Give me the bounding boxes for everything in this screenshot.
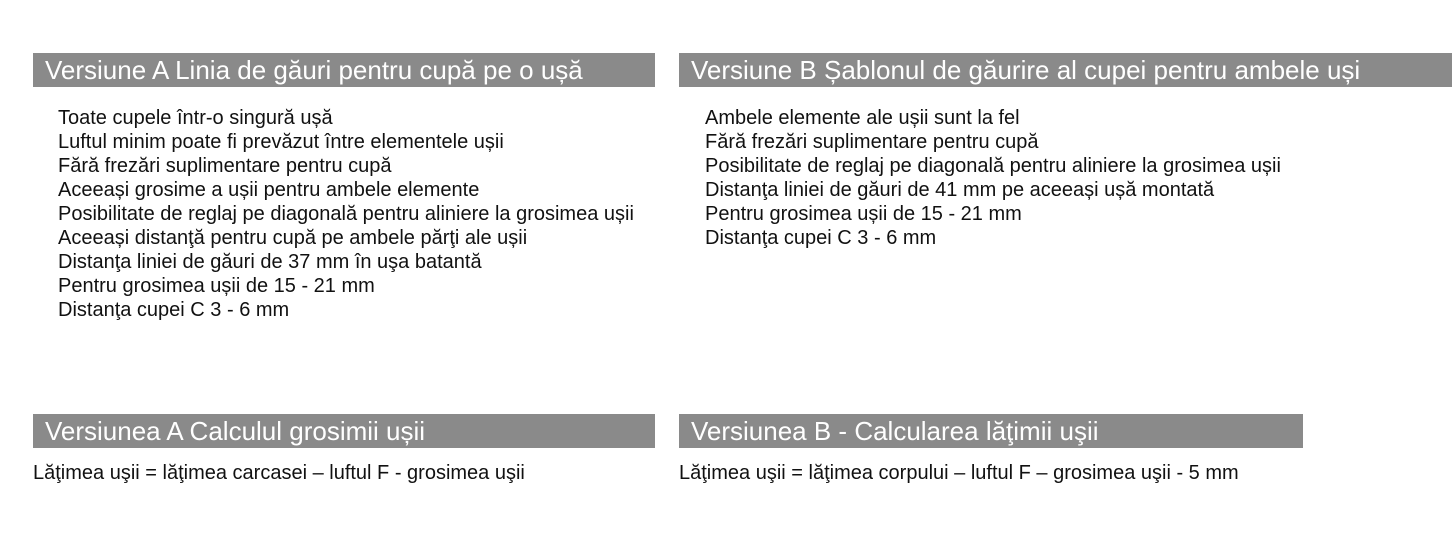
list-item: Aceeași distanţă pentru cupă pe ambele părţi ale ușii (58, 227, 528, 249)
version-a-section (33, 53, 655, 322)
calc-b-formula: Lăţimea uşii = lăţimea corpului – luftul F – grosimea uşii - 5 mm (679, 462, 1239, 484)
list-item: Distanţa liniei de găuri de 37 mm în uşa batantă (58, 251, 482, 273)
version-b-feature-list (705, 106, 1452, 250)
calc-a-section (33, 414, 655, 485)
calc-a-formula: Lăţimea uşii = lăţimea carcasei – luftul F - grosimea uşii (33, 462, 525, 484)
list-item: Distanţa cupei C 3 - 6 mm (58, 299, 290, 321)
list-item: Posibilitate de reglaj pe diagonală pentru aliniere la grosimea ușii (705, 155, 1281, 177)
list-item: Aceeași grosime a ușii pentru ambele elemente (58, 179, 480, 201)
list-item: Pentru grosimea ușii de 15 - 21 mm (58, 275, 375, 297)
list-item: Toate cupele într-o singură ușă (58, 107, 333, 129)
version-b-title: Versiune B Șablonul de găurire al cupei pentru ambele uși (679, 53, 1452, 87)
version-a-title: Versiune A Linia de găuri pentru cupă pe o ușă (33, 53, 655, 87)
list-item: Fără frezări suplimentare pentru cupă (705, 131, 1039, 153)
calc-b-title: Versiunea B - Calcularea lăţimii uşii (679, 414, 1303, 448)
list-item: Posibilitate de reglaj pe diagonală pentru aliniere la grosimea ușii (58, 203, 634, 225)
list-item: Distanţa liniei de găuri de 41 mm pe aceeași ușă montată (705, 179, 1215, 201)
calc-a-title: Versiunea A Calculul grosimii ușii (33, 414, 655, 448)
list-item: Fără frezări suplimentare pentru cupă (58, 155, 392, 177)
list-item: Luftul minim poate fi prevăzut între elementele ușii (58, 131, 504, 153)
list-item: Ambele elemente ale ușii sunt la fel (705, 107, 1020, 129)
list-item: Distanţa cupei C 3 - 6 mm (705, 227, 937, 249)
version-b-section (679, 53, 1452, 250)
version-a-feature-list (58, 106, 655, 322)
list-item: Pentru grosimea ușii de 15 - 21 mm (705, 203, 1022, 225)
calc-b-section (679, 414, 1303, 485)
